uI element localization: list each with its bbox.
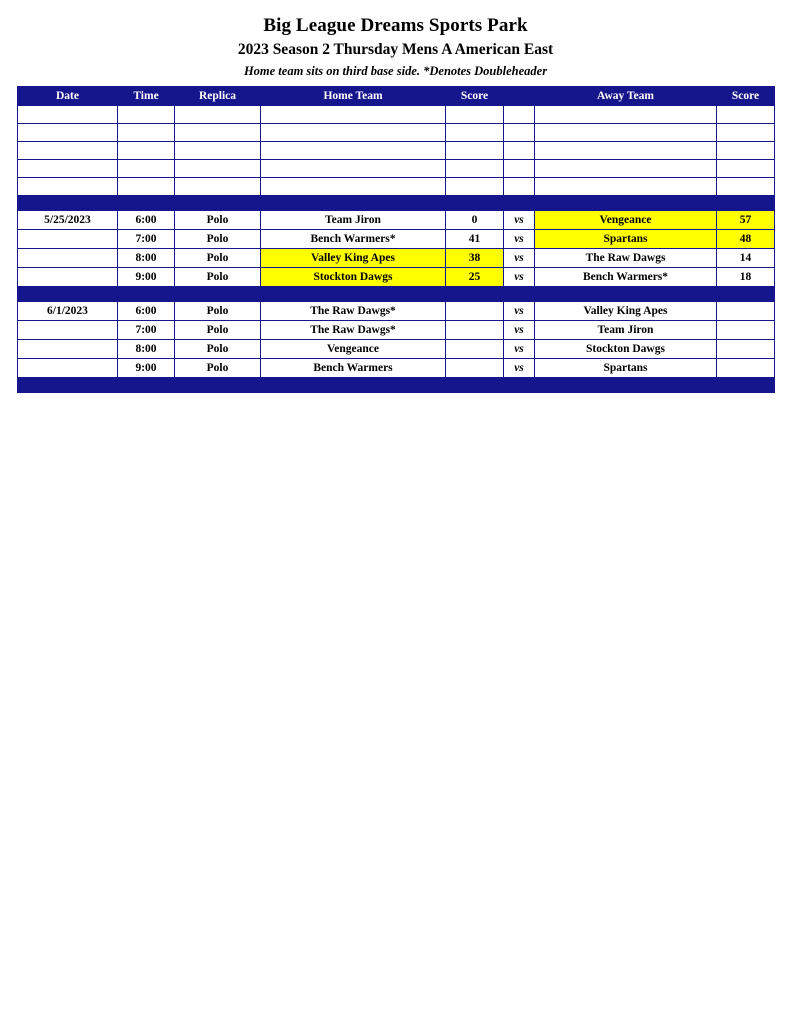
cell-home-team: Vengeance <box>261 340 446 359</box>
cell-date <box>18 268 118 287</box>
table-body <box>18 106 775 393</box>
cell-time: 6:00 <box>118 211 175 230</box>
cell-home-score <box>446 321 504 340</box>
empty-cell <box>535 106 717 124</box>
empty-cell <box>717 106 775 124</box>
empty-cell <box>118 178 175 196</box>
empty-cell <box>261 106 446 124</box>
table-row <box>18 302 775 321</box>
empty-cell <box>175 142 261 160</box>
cell-home-score: 38 <box>446 249 504 268</box>
column-header-away-score: Score <box>717 87 775 106</box>
cell-away-team: Stockton Dawgs <box>535 340 717 359</box>
cell-replica: Polo <box>175 302 261 321</box>
cell-away-score: 57 <box>717 211 775 230</box>
page-note: Home team sits on third base side. *Denotes Doubleheader <box>243 64 548 78</box>
cell-vs: vs <box>504 340 535 359</box>
empty-cell <box>504 142 535 160</box>
cell-home-team: The Raw Dawgs* <box>261 321 446 340</box>
cell-away-team: Vengeance <box>535 211 717 230</box>
empty-cell <box>18 106 118 124</box>
empty-cell <box>717 142 775 160</box>
empty-cell <box>504 106 535 124</box>
cell-away-score: 48 <box>717 230 775 249</box>
column-header-home-score: Score <box>446 87 504 106</box>
cell-time: 7:00 <box>118 321 175 340</box>
empty-cell <box>18 142 118 160</box>
table-row <box>18 142 775 160</box>
cell-home-team: Stockton Dawgs <box>261 268 446 287</box>
cell-away-team: Valley King Apes <box>535 302 717 321</box>
cell-replica: Polo <box>175 340 261 359</box>
empty-cell <box>175 178 261 196</box>
cell-vs: vs <box>504 321 535 340</box>
empty-cell <box>446 106 504 124</box>
cell-date: 5/25/2023 <box>18 211 118 230</box>
empty-cell <box>717 124 775 142</box>
document-header <box>17 14 774 80</box>
cell-date <box>18 249 118 268</box>
cell-away-score <box>717 321 775 340</box>
empty-cell <box>446 124 504 142</box>
cell-time: 6:00 <box>118 302 175 321</box>
table-row <box>18 178 775 196</box>
table-separator-row <box>18 378 775 393</box>
cell-home-team: Bench Warmers* <box>261 230 446 249</box>
cell-date <box>18 359 118 378</box>
cell-away-team: The Raw Dawgs <box>535 249 717 268</box>
empty-cell <box>118 160 175 178</box>
cell-replica: Polo <box>175 230 261 249</box>
empty-cell <box>118 124 175 142</box>
cell-home-score: 0 <box>446 211 504 230</box>
cell-replica: Polo <box>175 268 261 287</box>
cell-away-score <box>717 340 775 359</box>
table-row <box>18 124 775 142</box>
separator-bar <box>18 196 775 211</box>
cell-vs: vs <box>504 249 535 268</box>
cell-away-team: Spartans <box>535 359 717 378</box>
column-header-home-team: Home Team <box>261 87 446 106</box>
table-row <box>18 321 775 340</box>
schedule-table <box>17 86 775 393</box>
cell-time: 7:00 <box>118 230 175 249</box>
separator-bar <box>18 378 775 393</box>
table-row <box>18 230 775 249</box>
cell-vs: vs <box>504 302 535 321</box>
cell-replica: Polo <box>175 249 261 268</box>
table-header-row <box>18 87 775 106</box>
column-header-vs <box>504 87 535 106</box>
empty-cell <box>504 160 535 178</box>
empty-cell <box>535 142 717 160</box>
empty-cell <box>18 160 118 178</box>
cell-away-score: 18 <box>717 268 775 287</box>
empty-cell <box>261 124 446 142</box>
empty-cell <box>446 178 504 196</box>
empty-cell <box>18 124 118 142</box>
cell-date <box>18 321 118 340</box>
cell-vs: vs <box>504 359 535 378</box>
cell-vs: vs <box>504 211 535 230</box>
empty-cell <box>446 160 504 178</box>
page-title: Big League Dreams Sports Park <box>263 15 528 36</box>
cell-vs: vs <box>504 268 535 287</box>
table-head <box>18 87 775 106</box>
cell-home-score <box>446 302 504 321</box>
table-row <box>18 340 775 359</box>
table-row <box>18 106 775 124</box>
cell-away-team: Team Jiron <box>535 321 717 340</box>
table-row <box>18 249 775 268</box>
empty-cell <box>535 124 717 142</box>
empty-cell <box>175 160 261 178</box>
empty-cell <box>504 178 535 196</box>
empty-cell <box>261 160 446 178</box>
cell-vs: vs <box>504 230 535 249</box>
empty-cell <box>261 142 446 160</box>
cell-date <box>18 230 118 249</box>
empty-cell <box>175 124 261 142</box>
cell-home-team: The Raw Dawgs* <box>261 302 446 321</box>
cell-away-score <box>717 359 775 378</box>
empty-cell <box>717 178 775 196</box>
table-row <box>18 160 775 178</box>
empty-cell <box>118 106 175 124</box>
cell-time: 9:00 <box>118 268 175 287</box>
empty-cell <box>175 106 261 124</box>
cell-home-score: 41 <box>446 230 504 249</box>
cell-away-score <box>717 302 775 321</box>
cell-home-score <box>446 359 504 378</box>
cell-time: 8:00 <box>118 249 175 268</box>
cell-time: 8:00 <box>118 340 175 359</box>
cell-home-team: Valley King Apes <box>261 249 446 268</box>
cell-away-team: Spartans <box>535 230 717 249</box>
empty-cell <box>118 142 175 160</box>
table-separator-row <box>18 196 775 211</box>
table-row <box>18 211 775 230</box>
cell-replica: Polo <box>175 211 261 230</box>
cell-time: 9:00 <box>118 359 175 378</box>
cell-replica: Polo <box>175 321 261 340</box>
cell-home-team: Team Jiron <box>261 211 446 230</box>
empty-cell <box>504 124 535 142</box>
separator-bar <box>18 287 775 302</box>
cell-away-team: Bench Warmers* <box>535 268 717 287</box>
cell-home-score <box>446 340 504 359</box>
column-header-replica: Replica <box>175 87 261 106</box>
empty-cell <box>18 178 118 196</box>
empty-cell <box>535 160 717 178</box>
column-header-away-team: Away Team <box>535 87 717 106</box>
empty-cell <box>535 178 717 196</box>
cell-away-score: 14 <box>717 249 775 268</box>
cell-date <box>18 340 118 359</box>
page-subtitle: 2023 Season 2 Thursday Mens A American East <box>237 41 554 58</box>
empty-cell <box>717 160 775 178</box>
table-row <box>18 359 775 378</box>
table-row <box>18 268 775 287</box>
cell-home-score: 25 <box>446 268 504 287</box>
cell-date: 6/1/2023 <box>18 302 118 321</box>
column-header-time: Time <box>118 87 175 106</box>
cell-home-team: Bench Warmers <box>261 359 446 378</box>
column-header-date: Date <box>18 87 118 106</box>
empty-cell <box>261 178 446 196</box>
table-separator-row <box>18 287 775 302</box>
cell-replica: Polo <box>175 359 261 378</box>
empty-cell <box>446 142 504 160</box>
